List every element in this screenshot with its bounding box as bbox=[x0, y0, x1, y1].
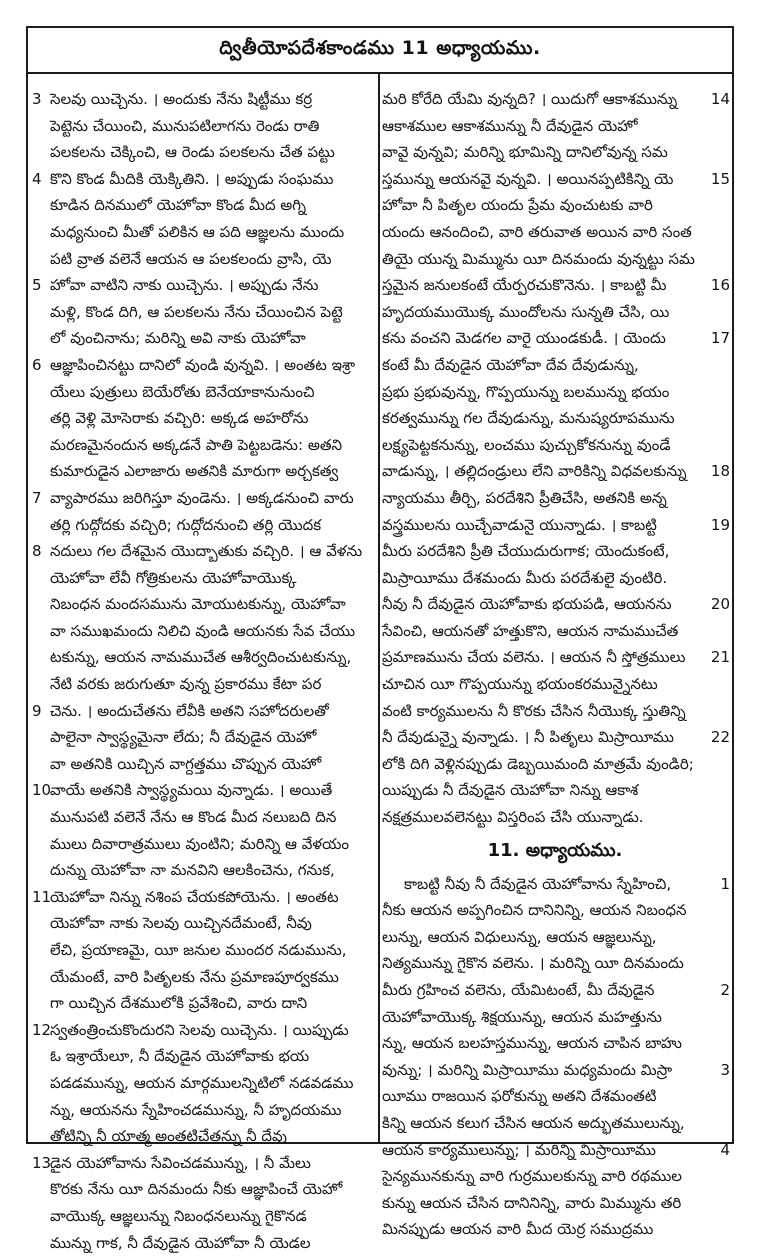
line-text: వావై వున్నవి; మరిన్ని భూమిన్ని దానిలోవున్న సమ bbox=[382, 143, 668, 162]
line-text: దున్ను యెహోవా నా మనవిని ఆలకించెను, గనుక, bbox=[50, 861, 335, 880]
text-line bbox=[30, 1150, 376, 1177]
line-text: కూడిన దినములో యెహోవా కొండ మీద అగ్ని bbox=[50, 196, 307, 215]
text-line bbox=[380, 272, 730, 299]
line-text: యెహోవాయొక్క శిక్షయున్ను, ఆయన మహత్తును bbox=[382, 1007, 662, 1026]
text-line bbox=[380, 1163, 730, 1190]
text-line bbox=[30, 990, 376, 1017]
line-text: కొరకు నేను యీ దినమందు నీకు ఆజ్ఞాపించే యెహో bbox=[50, 1180, 343, 1199]
line-text: పెట్టెను చేయించి, మునుపటిలాగను రెండు రాతి bbox=[50, 116, 320, 135]
line-text: ఆజ్ఞాపించినట్టు దానిలో వుండి వున్నవి. । అంతట ఇశ్రా bbox=[50, 355, 356, 374]
line-text: యెహోవా నాకు సెలవు యిచ్చినదేమంటే, నీవు bbox=[50, 914, 312, 933]
line-text: ఓ ఇశ్రాయేలూ, నీ దేవుడైన యెహోవాకు భయ bbox=[50, 1047, 310, 1066]
line-text: తర్లి గుద్గోదకు వచ్చిరి; గుద్గోదనుంచి తర్లి యొదక bbox=[50, 515, 322, 534]
line-text: నీ దేవుడున్నై వున్నాడు. । నీ పితృలు మిస్రాయీము bbox=[382, 728, 674, 747]
text-line bbox=[30, 1017, 376, 1044]
line-text: యేమంటే, వారి పితృలకు నేను ప్రమాణపూర్వకము bbox=[50, 967, 339, 986]
verse-number: 4 bbox=[32, 169, 42, 188]
line-text: సెలవు యిచ్చెను. । అందుకు నేను షిట్టీము కర్ర bbox=[50, 90, 313, 108]
verse-number: 7 bbox=[32, 488, 42, 507]
line-text: మున్ను గాక, నీ దేవుడైన యెహోవా నీ యెడల bbox=[50, 1233, 311, 1252]
text-line bbox=[380, 977, 730, 1004]
scripture-page bbox=[26, 26, 734, 1252]
text-line bbox=[30, 352, 376, 379]
text-line bbox=[30, 512, 376, 539]
line-text: స్వతంత్రించుకొందురని సెలవు యిచ్చెను. । యిప్పుడు bbox=[50, 1020, 349, 1039]
text-line bbox=[380, 485, 730, 512]
text-line bbox=[30, 884, 376, 911]
line-text: న్యాయము తీర్చి, పరదేశిని ప్రీతిచేసి, అతనికి అన్న bbox=[382, 488, 667, 507]
line-text: స్తమైన జనులకంటే యేర్పరచుకొనెను. । కాబట్టి మీ bbox=[382, 276, 667, 295]
text-line bbox=[30, 192, 376, 219]
text-line bbox=[380, 644, 730, 671]
line-text: కుమారుడైన ఎలాజారు అతనికి మారుగా అర్చకత్వ bbox=[50, 462, 339, 481]
line-text: నేటి వరకు జరుగుతూ వున్న ప్రకారము కేటా పర bbox=[50, 675, 322, 694]
text-line bbox=[30, 1043, 376, 1070]
text-line bbox=[30, 113, 376, 140]
text-line bbox=[30, 1230, 376, 1256]
verse-number: 3 bbox=[720, 1060, 730, 1079]
verse-number: 21 bbox=[710, 648, 730, 667]
text-line bbox=[30, 1097, 376, 1124]
text-line bbox=[30, 964, 376, 991]
line-text: యీము రాజయిన ఫరోకున్ను అతని దేశమంతటి bbox=[382, 1087, 657, 1106]
line-text: పటి వ్రాత వలెనే ఆయన ఆ పలకలందు వ్రాసి, యె bbox=[50, 249, 332, 268]
line-text: టకున్ను, ఆయన నామముచేత ఆశీర్వదించుటకున్ను, bbox=[50, 648, 352, 667]
verse-number: 16 bbox=[710, 276, 730, 295]
line-text: నిత్యమున్ను గైకొన వలెను. । మరిన్ని యీ దినమందు bbox=[382, 954, 684, 973]
text-line bbox=[30, 219, 376, 246]
text-line bbox=[30, 751, 376, 778]
verse-number: 10 bbox=[32, 781, 52, 800]
line-text: చూచిన యీ గొప్పయున్ను భయంకరమున్నైనటు bbox=[382, 675, 658, 694]
verse-number: 8 bbox=[32, 542, 42, 561]
text-line bbox=[380, 1057, 730, 1084]
line-text: వస్త్రములను యిచ్చేవాడునై యున్నాడు. । కాబట్టి bbox=[382, 515, 657, 534]
text-line bbox=[380, 1190, 730, 1217]
text-line bbox=[30, 831, 376, 858]
verse-number: 1 bbox=[720, 874, 730, 893]
text-line bbox=[380, 538, 730, 565]
line-text: మీరు పరదేశిని ప్రీతి చేయుదురుగాక; యెందుకంటే, bbox=[382, 542, 670, 561]
line-text: కున్ను ఆయన చేసిన దానినిన్ని, వారు మిమ్మును తరి bbox=[382, 1193, 682, 1212]
line-text: పలకలను చెక్కించి, ఆ రెండు పలకలను చేత పట్టు bbox=[50, 143, 335, 162]
line-text: పడడమున్ను, ఆయన మార్గములన్నిటిలో నడవడము bbox=[50, 1073, 354, 1092]
line-text: తియై యున్న మిమ్మును యీ దినమందు వున్నట్టు సమ bbox=[382, 249, 695, 268]
line-text: మరి కోరేది యేమి వున్నది? । యిదుగో ఆకాశమున్ను bbox=[382, 90, 678, 108]
text-line bbox=[380, 804, 730, 831]
text-line bbox=[30, 937, 376, 964]
line-text: ప్రభు ప్రభువున్ను, గొప్పయున్ను బలమున్ను భయం bbox=[382, 382, 670, 401]
line-text: హోవా వాటిని నాకు యిచ్చెను. । అప్పుడు నేను bbox=[50, 276, 319, 295]
text-line bbox=[380, 777, 730, 804]
text-line bbox=[380, 950, 730, 977]
text-line bbox=[30, 644, 376, 671]
text-line bbox=[30, 857, 376, 884]
verse-number: 11 bbox=[32, 887, 52, 906]
line-text: లో వుంచినాను; మరిన్ని అవి నాకు యెహోవా bbox=[50, 329, 306, 348]
line-text: ప్రమాణమును చేయ వలెను. । ఆయన నీ స్తోత్రములు bbox=[382, 648, 686, 667]
line-text: వ్యాపారము జరిగిస్తూ వుండెను. । అక్కడనుంచి వారు bbox=[50, 488, 354, 507]
line-text: లక్ష్యపెట్టకనున్ను, లంచము పుచ్చుకోకనున్ను వుండే bbox=[382, 435, 671, 454]
text-line bbox=[380, 86, 730, 113]
text-line bbox=[30, 910, 376, 937]
text-line bbox=[30, 671, 376, 698]
verse-number: 14 bbox=[710, 90, 730, 108]
text-line bbox=[380, 1004, 730, 1031]
text-line bbox=[380, 379, 730, 406]
text-line bbox=[30, 538, 376, 565]
text-line bbox=[380, 1083, 730, 1110]
line-text: గా యిచ్చిన దేశములోకి ప్రవేశించి, వారు దాని bbox=[50, 994, 308, 1013]
verse-number: 13 bbox=[32, 1153, 52, 1172]
text-line bbox=[30, 1070, 376, 1097]
text-line bbox=[380, 724, 730, 751]
text-line bbox=[380, 139, 730, 166]
text-line bbox=[30, 804, 376, 831]
line-text: చెను. । అందుచేతను లేవీకి అతని సహోదరులతో bbox=[50, 701, 329, 720]
text-line bbox=[380, 1110, 730, 1137]
line-text: కంటే మీ దేవుడైన యెహోవా దేవ దేవుడున్ను, bbox=[382, 355, 639, 374]
text-line bbox=[30, 405, 376, 432]
line-text: యెహోవా నిన్ను నశింప చేయకపోయెను. । అంతట bbox=[50, 887, 339, 906]
page-title: ద్వితీయోపదేశకాండము 11 అధ్యాయము. bbox=[219, 36, 541, 59]
line-text: న్ను, ఆయనను స్నేహించడమున్ను, నీ హృదయము bbox=[50, 1100, 342, 1119]
line-text: ఆకాశముల ఆకాశమున్ను నీ దేవుడైన యెహో bbox=[382, 116, 638, 135]
line-text: ములు దివారాత్రములు వుంటిని; మరిన్ని ఆ వేళయం bbox=[50, 834, 350, 853]
line-text: మీరు గ్రహించ వలెను, యేమిటంటే, మీ దేవుడైన bbox=[382, 981, 655, 999]
text-line bbox=[30, 246, 376, 273]
line-text: పాలైనా స్వాస్థ్యమైనా లేదు; నీ దేవుడైన యెహో bbox=[50, 728, 317, 747]
line-text: కాబట్టి నీవు నీ దేవుడైన యెహోవాను స్నేహించి, bbox=[404, 874, 672, 893]
text-line bbox=[30, 485, 376, 512]
verse-number: 17 bbox=[710, 329, 730, 348]
line-text: మళ్లి, కొండ దిగి, ఆ పలకలను నేను చేయించిన పెట్టె bbox=[50, 302, 343, 321]
text-line bbox=[380, 246, 730, 273]
text-line bbox=[380, 565, 730, 592]
text-line bbox=[380, 871, 730, 898]
text-line bbox=[380, 299, 730, 326]
line-text: మునుపటి వలెనే నేను ఆ కొండ మీద నలుబది దిన bbox=[50, 808, 337, 827]
text-line bbox=[380, 432, 730, 459]
text-line bbox=[30, 1123, 376, 1150]
line-text: డైన యెహోవాను సేవించడమున్ను, । నీ మేలు bbox=[50, 1153, 311, 1172]
text-line bbox=[30, 591, 376, 618]
line-text: వంటి కార్యములను నీ కొరకు చేసిన నీయొక్క స్తుతిన్ని bbox=[382, 701, 686, 720]
text-line bbox=[380, 591, 730, 618]
line-text: కిన్ని ఆయన కలుగ చేసిన ఆయన అద్భుతములున్ను, bbox=[382, 1113, 685, 1132]
text-line bbox=[30, 86, 376, 113]
line-text: నక్షత్రములవలెనట్టు విస్తరింప చేసి యున్నాడు. bbox=[382, 808, 644, 827]
line-text: కను వంచని మెడగల వారై యుండకుడీ. । యెందు bbox=[382, 329, 666, 348]
line-text: మినప్పుడు ఆయన వారి మీద యెర్ర సముద్రము bbox=[382, 1220, 654, 1239]
text-line bbox=[380, 751, 730, 778]
verse-number: 2 bbox=[720, 981, 730, 999]
verse-number: 19 bbox=[710, 515, 730, 534]
text-line bbox=[30, 1203, 376, 1230]
two-column-body bbox=[28, 74, 732, 1252]
text-line bbox=[30, 1176, 376, 1203]
line-text: ఆయన కార్యములున్ను; । మరిన్ని మిస్రాయీము bbox=[382, 1140, 656, 1159]
line-text: నీవు నీ దేవుడైన యెహోవాకు భయపడి, ఆయనను bbox=[382, 595, 672, 614]
line-text: లేచి, ప్రయాణమై, యీ జనుల ముందర నడుమును, bbox=[50, 941, 347, 959]
text-line bbox=[30, 432, 376, 459]
line-text: యెహోవా లేవీ గోత్రికులను యెహోవాయొక్క bbox=[50, 568, 297, 587]
line-text: నీకు ఆయన అప్పగించిన దానినిన్ని, ఆయన నిబంధన bbox=[382, 901, 687, 920]
text-line bbox=[380, 897, 730, 924]
verse-number: 15 bbox=[710, 169, 730, 188]
line-text: వా అతనికి యిచ్చిన వాగ్దత్తము చొప్పున యెహో bbox=[50, 754, 322, 773]
line-text: హోవా నీ పితృల యందు ప్రేమ వుంచుటకు వారి bbox=[382, 196, 653, 215]
left-column bbox=[30, 86, 376, 1252]
page-header bbox=[28, 28, 732, 74]
text-line bbox=[380, 192, 730, 219]
text-line bbox=[30, 777, 376, 804]
verse-number: 22 bbox=[710, 728, 730, 747]
text-line bbox=[30, 139, 376, 166]
text-line bbox=[380, 1030, 730, 1057]
text-line bbox=[380, 352, 730, 379]
line-text: యేలు పుత్రులు బెయేరోతు బెనేయాకానునుంచి bbox=[50, 382, 315, 401]
text-line bbox=[30, 458, 376, 485]
line-text: స్తమున్ను ఆయనవై వున్నవి. । అయినప్పటికిన్ని యె bbox=[382, 169, 674, 188]
text-line bbox=[30, 618, 376, 645]
line-text: సైన్యమునకున్ను వారి గుర్రములకున్ను వారి రథముల bbox=[382, 1167, 682, 1186]
text-line bbox=[380, 671, 730, 698]
line-text: తోటిన్ని నీ యాత్మ అంతటిచేతన్ను నీ దేవు bbox=[50, 1127, 287, 1146]
text-line bbox=[30, 166, 376, 193]
text-line bbox=[30, 272, 376, 299]
chapter-heading: 11. అధ్యాయము. bbox=[487, 839, 623, 861]
line-text: సేవించి, ఆయనతో హత్తుకొని, ఆయన నామముచేత bbox=[382, 621, 679, 640]
line-text: యిప్పుడు నీ దేవుడైన యెహోవా నిన్ను ఆకాశ bbox=[382, 781, 639, 800]
line-text: వాయొక్క ఆజ్ఞలున్ను నిబంధనలున్ను గైకొనడ bbox=[50, 1206, 307, 1225]
line-text: వాయే అతనికి స్వాస్థ్యమయి వున్నాడు. । అయితే bbox=[50, 781, 333, 800]
text-line bbox=[380, 405, 730, 432]
line-text: నిబంధన మందసమును మోయుటకున్ను, యెహోవా bbox=[50, 595, 346, 614]
verse-number: 18 bbox=[710, 462, 730, 481]
line-text: వా సముఖమందు నిలిచి వుండి ఆయనకు సేవ చేయు bbox=[50, 621, 356, 640]
text-line bbox=[380, 113, 730, 140]
text-line bbox=[30, 325, 376, 352]
text-line bbox=[380, 618, 730, 645]
line-text: వున్ను; । మరిన్ని మిస్రాయీము మధ్యమందు మిస్రా bbox=[382, 1060, 673, 1079]
verse-number: 12 bbox=[32, 1020, 52, 1039]
line-text: మిస్రాయీము దేశమందు మీరు పరదేశులై వుంటిరి. bbox=[382, 568, 668, 587]
line-text: మధ్యనుంచి మీతో పలికిన ఆ పది ఆజ్ఞలను ముందు bbox=[50, 222, 345, 241]
text-line bbox=[380, 924, 730, 951]
line-text: వాడున్ను, । తల్లిదండ్రులు లేని వారికిన్ని విధవలకున్ను bbox=[382, 462, 687, 481]
text-line bbox=[380, 219, 730, 246]
line-text: లున్ను, ఆయన విధులున్ను, ఆయన ఆజ్ఞలున్ను, bbox=[382, 927, 657, 946]
line-text: న్ను, ఆయన బలహస్తమున్ను, ఆయన చాపిన బాహు bbox=[382, 1034, 682, 1053]
text-line bbox=[380, 458, 730, 485]
text-line bbox=[380, 698, 730, 725]
verse-number: 3 bbox=[32, 90, 42, 108]
verse-number: 4 bbox=[720, 1140, 730, 1159]
verse-number: 6 bbox=[32, 355, 42, 374]
line-text: నదులు గల దేశమైన యొద్బాతుకు వచ్చిరి. । ఆ వేళను bbox=[50, 542, 363, 561]
line-text: కొని కొండ మీదికి యెక్కితిని. । అప్పుడు సంఘము bbox=[50, 169, 334, 188]
line-text: లోకి దిగి వెళ్లినప్పుడు డెబ్బయిమంది మాత్రమే వుండిరి; bbox=[382, 754, 694, 773]
text-line bbox=[30, 724, 376, 751]
text-line bbox=[30, 299, 376, 326]
right-column bbox=[380, 86, 730, 1239]
text-line bbox=[380, 512, 730, 539]
text-line bbox=[380, 325, 730, 352]
line-text: మరణమైనందున అక్కడనే పాతి పెట్టబడెను: అతని bbox=[50, 435, 343, 454]
text-line bbox=[30, 698, 376, 725]
line-text: కరత్వమున్ను గల దేవుడున్ను, మనుష్యరూపమును bbox=[382, 409, 675, 428]
verse-number: 5 bbox=[32, 276, 42, 295]
text-line bbox=[380, 1137, 730, 1164]
verse-number: 9 bbox=[32, 701, 42, 720]
line-text: తర్లి వెళ్లి మోసెరాకు వచ్చిరి: అక్కడ అహరోను bbox=[50, 409, 309, 428]
line-text: యందు ఆనందించి, వారి తరువాత అయిన వారి సంత bbox=[382, 222, 692, 241]
text-line bbox=[30, 565, 376, 592]
text-line bbox=[30, 379, 376, 406]
verse-number: 20 bbox=[710, 595, 730, 614]
line-text: హృదయముయొక్క ముందోలను సున్నతి చేసి, యి bbox=[382, 302, 670, 321]
text-line bbox=[380, 1216, 730, 1243]
text-line bbox=[380, 166, 730, 193]
